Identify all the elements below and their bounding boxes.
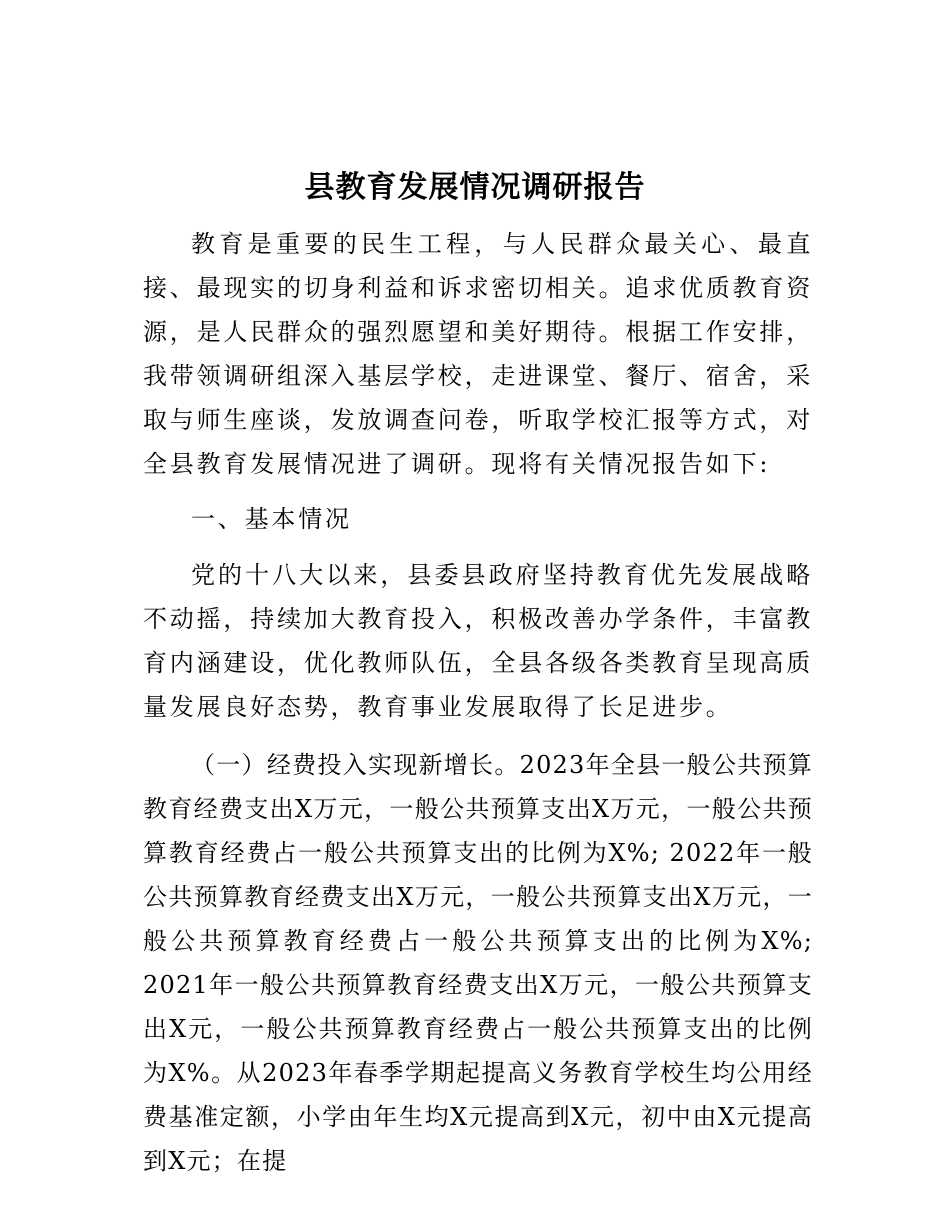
document-body <box>143 222 813 1183</box>
funding-paragraph: （一）经费投入实现新增长。2023年全县一般公共预算教育经费支出X万元，一般公共预算支出X万元，一般公共预算教育经费占一般公共预算支出的比例为X%; 2022年一般公共预算教育经费支出X万元，一般公共预算支出X万元，一般公共预算教育经费占一般公共预算支出的比例为X%; 2021年一般公共预算教育经费支出X万元，一般公共预算支出X元，一般公共预算教育经费占一般公共预算支出的比例为X%。从2023年春季学期起提高义务教育学校生均公用经费基准定额，小学由年生均X元提高到X元，初中由X元提高到X元；在提 <box>143 751 813 1175</box>
overview-paragraph: 党的十八大以来，县委县政府坚持教育优先发展战略不动摇，持续加大教育投入，积极改善办学条件，丰富教育内涵建设，优化教师队伍，全县各级各类教育呈现高质量发展良好态势，教育事业发展取得了长足进步。 <box>143 561 813 721</box>
document-title: 县教育发展情况调研报告 <box>304 170 646 205</box>
intro-paragraph: 教育是重要的民生工程，与人民群众最关心、最直接、最现实的切身利益和诉求密切相关。追求优质教育资源，是人民群众的强烈愿望和美好期待。根据工作安排，我带领调研组深入基层学校，走进课堂、餐厅、宿舍，采取与师生座谈，发放调查问卷，听取学校汇报等方式，对全县教育发展情况进了调研。现将有关情况报告如下: <box>143 230 813 478</box>
section-heading-basic-situation: 一、基本情况 <box>191 505 352 533</box>
